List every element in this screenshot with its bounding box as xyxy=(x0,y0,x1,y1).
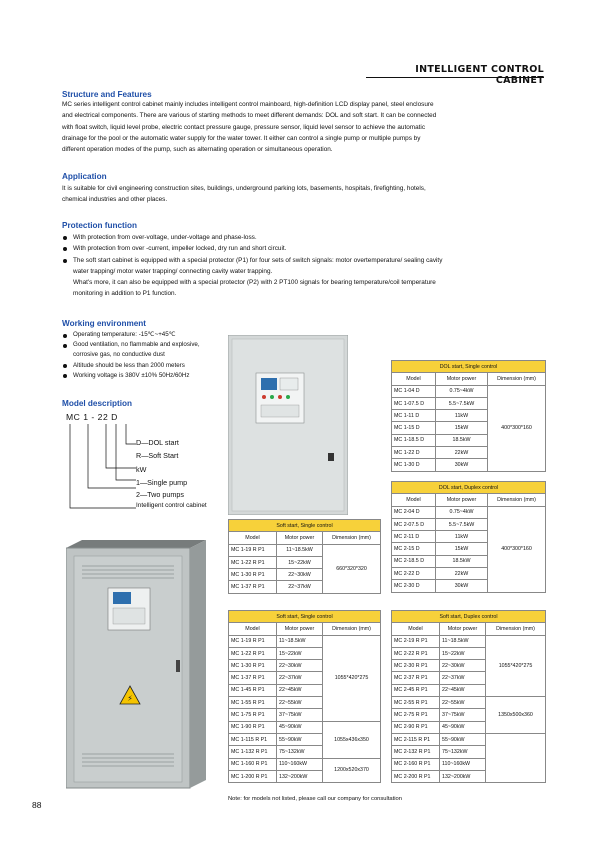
structure-line: different operation modes of the pump, such as alternating operation or simultaneous operation. xyxy=(62,146,333,154)
dimension-cell: 400*300*160 xyxy=(488,385,546,471)
table-row: MC 1-30 R P1 22~30kW xyxy=(229,660,381,672)
environment-item-cont: corrosive gas, no conductive dust xyxy=(73,351,165,359)
table-row: MC 1-90 R P1 45~90kW 1055x436x350 xyxy=(229,721,381,733)
col-header-dimension: Dimension (mm) xyxy=(323,532,381,544)
table-row: MC 1-45 R P1 22~45kW xyxy=(229,684,381,696)
table-row: MC 1-75 R P1 37~75kW xyxy=(229,709,381,721)
col-header-power: Motor power xyxy=(277,532,323,544)
table-row: MC 1-160 R P1 110~160kW 1200x520x370 xyxy=(229,758,381,770)
dimension-cell-empty xyxy=(486,733,546,782)
dimension-cell: 1055*420*275 xyxy=(486,635,546,696)
col-header-model: Model xyxy=(392,623,440,635)
protection-item: With protection from over -current, impeller locked, dry run and short circuit. xyxy=(62,243,546,254)
model-code: MC 1 - 22 D xyxy=(66,412,118,422)
table-row: MC 1-11 D 11kW xyxy=(392,410,546,422)
col-header-model: Model xyxy=(392,494,436,506)
protection-item: The soft start cabinet is equipped with a special protector (P1) for four sets of switch signals: motor overtemperature/ sealing cavity xyxy=(62,255,546,266)
table-row: MC 1-22 R P1 15~22kW xyxy=(229,556,381,568)
table-row: MC 1-30 R P1 22~30kW xyxy=(229,569,381,581)
legend-kw: kW xyxy=(136,465,147,474)
protection-title: Protection function xyxy=(62,221,138,230)
col-header-model: Model xyxy=(392,373,436,385)
environment-item: Working voltage is 380V ±10% 50Hz/60Hz xyxy=(62,371,232,381)
table-title: Soft start, Single control xyxy=(229,611,381,623)
dimension-cell: 1055x436x350 xyxy=(323,721,381,758)
col-header-power: Motor power xyxy=(440,623,486,635)
table-row: MC 2-18.5 D 18.5kW xyxy=(392,555,546,567)
structure-paragraph xyxy=(62,99,546,155)
environment-item: Operating temperature: -15℃~+45℃ xyxy=(62,330,232,340)
table-row: MC 2-30 R P1 22~30kW xyxy=(392,660,546,672)
table-row: MC 1-18.5 D 18.5kW xyxy=(392,434,546,446)
table-row: MC 2-22 R P1 15~22kW xyxy=(392,647,546,659)
tall-cabinet-image xyxy=(66,540,216,790)
legend-soft-start: R—Soft Start xyxy=(136,451,179,460)
structure-line: drainage for the pool or the automatic water supply for the water tower. It either can control a single pump or multiple pumps by xyxy=(62,134,421,142)
table-row: MC 1-37 R P1 22~37kW xyxy=(229,672,381,684)
table-row: MC 2-11 D 11kW xyxy=(392,531,546,543)
structure-line: with float switch, liquid level probe, electric contact pressure gauge, pressure sensor, liquid level sensor to achieve the automatic xyxy=(62,123,426,131)
table-row: MC 2-75 R P1 37~75kW xyxy=(392,709,546,721)
environment-title: Working environment xyxy=(62,319,147,328)
table-title: DOL start, Single control xyxy=(392,361,546,373)
legend-single-pump: 1—Single pump xyxy=(136,478,188,487)
table-soft-duplex xyxy=(391,610,546,783)
table-row: MC 1-19 R P1 11~18.5kW 1055*420*275 xyxy=(229,635,381,647)
table-row: MC 2-200 R P1 132~200kW xyxy=(392,770,546,782)
table-row: MC 2-07.5 D 5.5~7.5kW xyxy=(392,518,546,530)
footnote: Note: for models not listed, please call our company for consultation xyxy=(228,796,402,802)
dimension-cell: 1200x520x370 xyxy=(323,758,381,783)
table-row: MC 2-22 D 22kW xyxy=(392,568,546,580)
table-row: MC 2-45 R P1 22~45kW xyxy=(392,684,546,696)
dimension-cell: 400*300*160 xyxy=(488,506,546,592)
table-row: MC 1-22 D 22kW xyxy=(392,447,546,459)
table-row: MC 2-132 R P1 75~132kW xyxy=(392,746,546,758)
table-row: MC 2-19 R P1 11~18.5kW 1055*420*275 xyxy=(392,635,546,647)
table-dol-single xyxy=(391,360,546,472)
application-paragraph xyxy=(62,183,546,206)
protection-list xyxy=(62,232,546,300)
col-header-power: Motor power xyxy=(277,623,323,635)
protection-item: With protection from over-voltage, under-voltage and phase-loss. xyxy=(62,232,546,243)
col-header-model: Model xyxy=(229,623,277,635)
legend-two-pumps: 2—Two pumps xyxy=(136,490,184,499)
col-header-dimension: Dimension (mm) xyxy=(486,623,546,635)
table-row: MC 1-22 R P1 15~22kW xyxy=(229,647,381,659)
table-row: MC 2-115 R P1 55~90kW xyxy=(392,733,546,745)
table-row: MC 1-200 R P1 132~200kW xyxy=(229,770,381,782)
col-header-model: Model xyxy=(229,532,277,544)
protection-item-cont: water trapping/ motor water trapping/ connecting cavity water trapping. xyxy=(73,267,273,275)
table-dol-duplex xyxy=(391,481,546,593)
col-header-power: Motor power xyxy=(436,373,488,385)
table-row: MC 1-04 D 0.75~4kW 400*300*160 xyxy=(392,385,546,397)
model-description-title: Model description xyxy=(62,399,133,408)
table-row: MC 1-37 R P1 22~37kW xyxy=(229,581,381,593)
dimension-cell: 660*320*320 xyxy=(323,544,381,593)
table-row: MC 2-55 R P1 22~55kW 1350x500x360 xyxy=(392,697,546,709)
col-header-dimension: Dimension (mm) xyxy=(323,623,381,635)
legend-cabinet: Intelligent control cabinet xyxy=(136,502,207,509)
table-row: MC 2-37 R P1 22~37kW xyxy=(392,672,546,684)
col-header-dimension: Dimension (mm) xyxy=(488,373,546,385)
structure-title: Structure and Features xyxy=(62,90,152,99)
structure-line: and electrical components. There are various of starting methods to meet different demands: DOL and soft start. It can be connected xyxy=(62,112,437,120)
header-rule xyxy=(366,77,544,78)
application-title: Application xyxy=(62,172,107,181)
legend-dol-start: D—DOL start xyxy=(136,438,179,447)
table-row: MC 2-90 R P1 45~90kW xyxy=(392,721,546,733)
table-row: MC 2-160 R P1 110~160kW xyxy=(392,758,546,770)
dimension-cell: 1055*420*275 xyxy=(323,635,381,721)
application-line: chemical industries and other places. xyxy=(62,196,168,204)
page-header-title: INTELLIGENT CONTROL CABINET xyxy=(415,64,544,86)
page-number: 88 xyxy=(32,800,42,810)
table-title: DOL start, Duplex control xyxy=(392,482,546,494)
table-soft-single xyxy=(228,610,381,783)
environment-item: Good ventilation, no flammable and explosive, xyxy=(62,340,232,350)
dimension-cell: 1350x500x360 xyxy=(486,697,546,734)
protection-item-cont: What's more, it can also be equipped with a special protector (P2) with 2 PT100 signals for bearing temperature/coil temperature xyxy=(73,279,436,287)
table-title: Soft start, Duplex control xyxy=(392,611,546,623)
table-row: MC 1-55 R P1 22~55kW xyxy=(229,697,381,709)
environment-item: Altitude should be less than 2000 meters xyxy=(62,361,232,371)
table-title: Soft start, Single control xyxy=(229,520,381,532)
col-header-power: Motor power xyxy=(436,494,488,506)
table-row: MC 1-15 D 15kW xyxy=(392,422,546,434)
table-row: MC 2-04 D 0.75~4kW 400*300*160 xyxy=(392,506,546,518)
col-header-dimension: Dimension (mm) xyxy=(488,494,546,506)
environment-list xyxy=(62,330,232,381)
table-row: MC 1-30 D 30kW xyxy=(392,459,546,471)
table-row: MC 2-15 D 15kW xyxy=(392,543,546,555)
small-cabinet-image xyxy=(228,335,348,515)
table-row: MC 1-19 R P1 11~18.5kW 660*320*320 xyxy=(229,544,381,556)
protection-item-cont: monitoring in addition to P1 function. xyxy=(73,290,177,298)
table-row: MC 1-07.5 D 5.5~7.5kW xyxy=(392,397,546,409)
table-row: MC 2-30 D 30kW xyxy=(392,580,546,592)
svg-text:⚡: ⚡ xyxy=(127,694,133,703)
table-row: MC 1-115 R P1 55~90kW xyxy=(229,733,381,745)
table-soft-single-small xyxy=(228,519,381,594)
table-row: MC 1-132 R P1 75~132kW xyxy=(229,746,381,758)
structure-line: MC series intelligent control cabinet mainly includes intelligent control mainboard, high-definition LCD display panel, steel enclosure xyxy=(62,101,434,108)
application-line: It is suitable for civil engineering construction sites, buildings, underground parking lots, basements, hospitals, firefighting, hotels, xyxy=(62,185,426,192)
